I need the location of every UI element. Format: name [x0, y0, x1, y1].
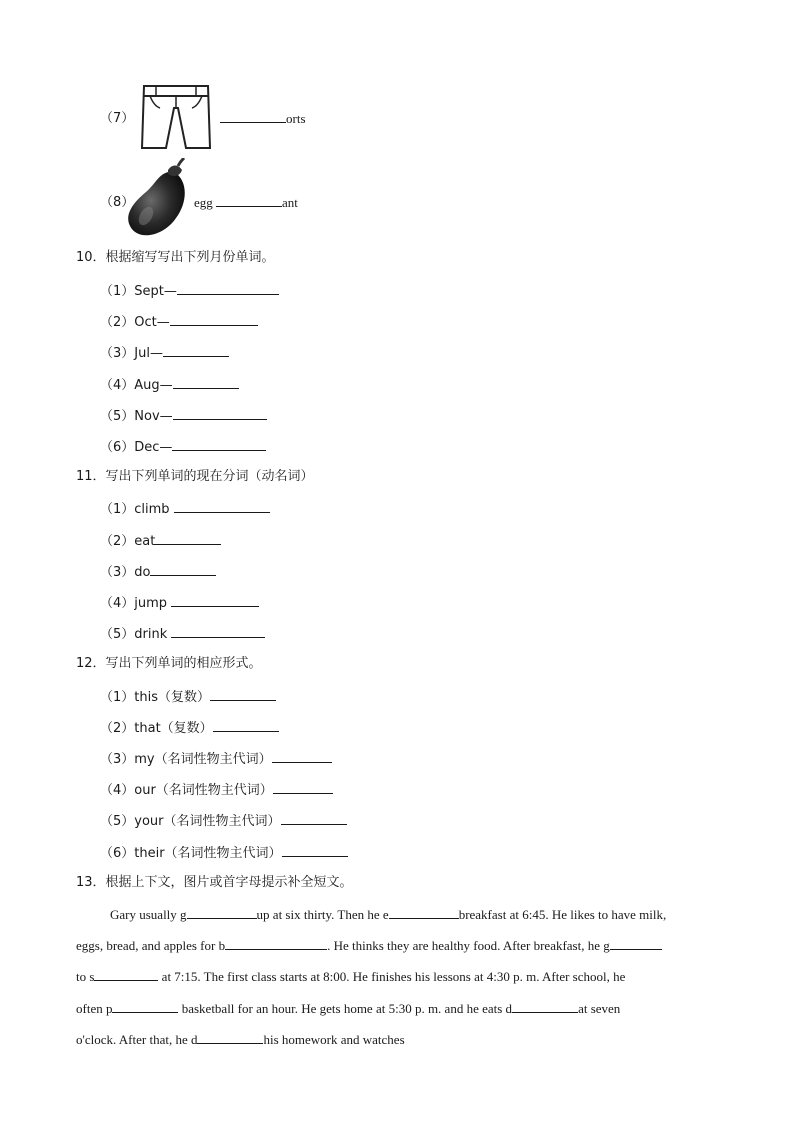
- q10-item-2: （2）Oct—: [100, 313, 258, 331]
- item-8-answer: [194, 194, 298, 211]
- answer-blank[interactable]: [150, 563, 216, 576]
- item-7-answer: [220, 110, 306, 127]
- q11-item-1: （1）climb: [100, 500, 270, 518]
- answer-blank[interactable]: [155, 532, 221, 545]
- answer-blank[interactable]: [213, 719, 279, 732]
- q11-item-5: （5）drink: [100, 625, 265, 643]
- q11-item-3: （3）do: [100, 563, 216, 581]
- answer-blank[interactable]: [281, 812, 347, 825]
- eggplant-icon: [124, 158, 192, 242]
- answer-blank[interactable]: [187, 906, 257, 919]
- q11-item-2: （2）eat: [100, 532, 221, 550]
- answer-blank[interactable]: [272, 750, 332, 763]
- answer-blank[interactable]: [220, 110, 286, 123]
- q12-item-3: （3）my（名词性物主代词）: [100, 750, 332, 768]
- item-7: [100, 110, 134, 127]
- question-10-title: 10．根据缩写写出下列月份单词。: [76, 250, 275, 265]
- q10-item-1: （1）Sept—: [100, 282, 279, 300]
- passage-line-2: eggs, bread, and apples for b . He thinks they are healthy food. After breakfast, he g: [76, 937, 662, 954]
- q10-item-4: （4）Aug—: [100, 376, 239, 394]
- answer-blank[interactable]: [112, 1000, 178, 1013]
- q11-item-4: （4）jump: [100, 594, 259, 612]
- answer-blank[interactable]: [173, 407, 267, 420]
- answer-blank[interactable]: [171, 594, 259, 607]
- answer-blank[interactable]: [225, 937, 327, 950]
- answer-blank[interactable]: [163, 344, 229, 357]
- word-suffix: orts: [286, 111, 306, 126]
- answer-blank[interactable]: [282, 844, 348, 857]
- q10-item-6: （6）Dec—: [100, 438, 266, 456]
- question-11-title: 11．写出下列单词的现在分词（动名词）: [76, 469, 314, 484]
- item-number: （8）: [100, 195, 135, 210]
- answer-blank[interactable]: [94, 968, 158, 981]
- item-number: （7）: [100, 111, 135, 126]
- answer-blank[interactable]: [177, 282, 279, 295]
- answer-blank[interactable]: [197, 1031, 263, 1044]
- q12-item-1: （1）this（复数）: [100, 688, 276, 706]
- answer-blank[interactable]: [173, 376, 239, 389]
- question-13-title: 13．根据上下文，图片或首字母提示补全短文。: [76, 875, 353, 890]
- answer-blank[interactable]: [216, 194, 282, 207]
- word-prefix: egg: [194, 195, 217, 210]
- answer-blank[interactable]: [610, 937, 662, 950]
- question-12-title: 12．写出下列单词的相应形式。: [76, 656, 262, 671]
- shorts-icon: [136, 82, 216, 152]
- passage-line-5: o'clock. After that, he d his homework and watches: [76, 1032, 405, 1047]
- q12-item-2: （2）that（复数）: [100, 719, 279, 737]
- answer-blank[interactable]: [170, 313, 258, 326]
- answer-blank[interactable]: [512, 1000, 578, 1013]
- q12-item-4: （4）our（名词性物主代词）: [100, 781, 333, 799]
- answer-blank[interactable]: [174, 500, 270, 513]
- q12-item-5: （5）your（名词性物主代词）: [100, 812, 347, 830]
- passage-line-3: to s at 7:15. The first class starts at 8:00. He finishes his lessons at 4:30 p. m. After school, he: [76, 969, 626, 984]
- passage-line-4: often p basketball for an hour. He gets home at 5:30 p. m. and he eats d at seven: [76, 1001, 621, 1016]
- answer-blank[interactable]: [210, 688, 276, 701]
- q12-item-6: （6）their（名词性物主代词）: [100, 844, 348, 862]
- passage-line-1: Gary usually g up at six thirty. Then he e breakfast at 6:45. He likes to have milk,: [110, 907, 667, 922]
- word-suffix: ant: [282, 195, 298, 210]
- q10-item-5: （5）Nov—: [100, 407, 267, 425]
- answer-blank[interactable]: [171, 625, 265, 638]
- answer-blank[interactable]: [389, 906, 459, 919]
- q10-item-3: （3）Jul—: [100, 344, 229, 362]
- answer-blank[interactable]: [273, 781, 333, 794]
- answer-blank[interactable]: [172, 438, 266, 451]
